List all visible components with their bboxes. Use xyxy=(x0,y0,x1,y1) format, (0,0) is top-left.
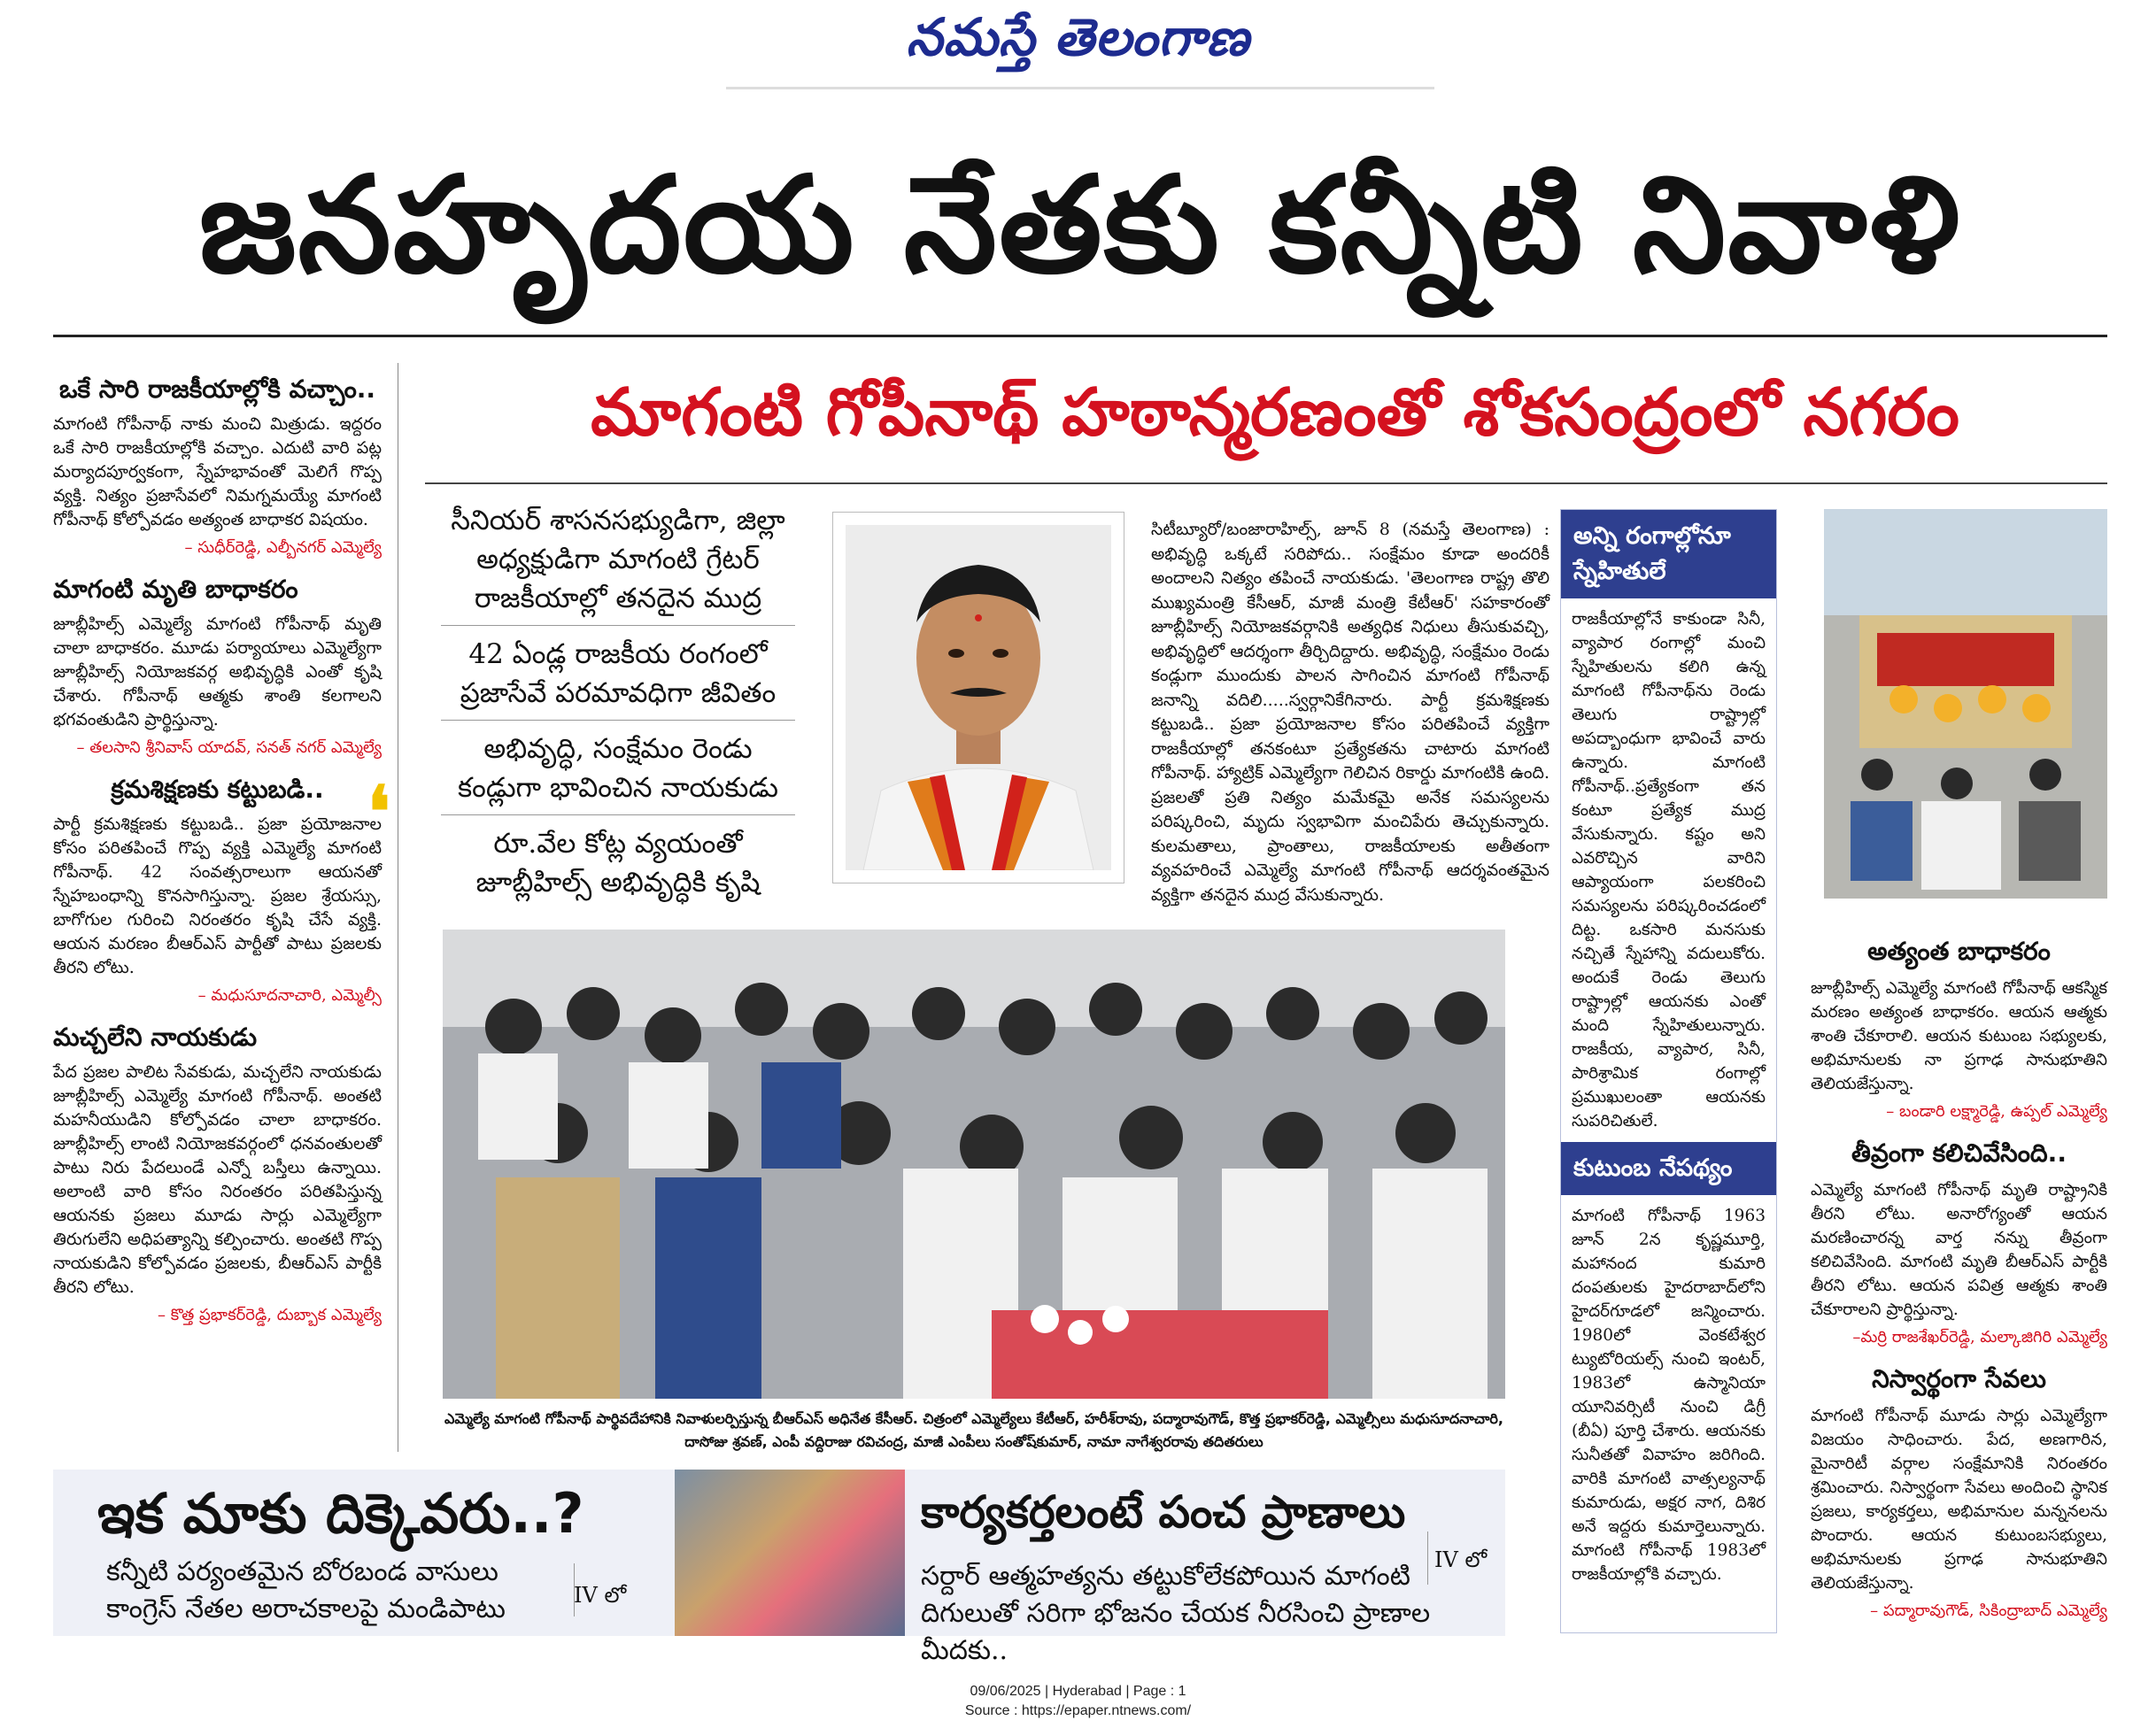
article-signature: – బండారి లక్ష్మారెడ్డి, ఉప్పల్ ఎమ్మెల్యే xyxy=(1886,1102,2107,1121)
article-heading: అత్యంత బాధాకరం xyxy=(1867,937,2051,966)
left-article-1 xyxy=(53,372,382,559)
article-heading: తీవ్రంగా కలిచివేసింది.. xyxy=(1851,1138,2067,1168)
article-signature: –మర్రి రాజశేఖర్‌రెడ్డి, మల్కాజిగిరి ఎమ్మెల్యే xyxy=(1852,1328,2107,1346)
article-signature: – కొత్త ప్రభాకర్‌రెడ్డి, దుబ్బాక ఎమ్మెల్యే xyxy=(158,1306,382,1324)
box-body: రాజకీయాల్లోనే కాకుండా సినీ, వ్యాపార రంగాల్లో మంచి స్నేహితులను కలిగి ఉన్న మాగంటి గోపీనాథ్‌ను రెండు తెలుగు రాష్ట్రాల్లో అపద్బాంధుగా భావించే వారు ఉన్నారు. మాగంటి గోపీనాథ్..ప్రత్యేకంగా తన కంటూ ప్రత్యేక ముద్ర వేసుకున్నారు. కష్టం అని ఎవరొచ్చిన వారిని ఆప్యాయంగా పలకరించి సమస్యలను పరిష్కరించడంలో దిట్ట. ఒకసారి మనసుకు నచ్చితే స్నేహాన్ని వదులుకోరు. అందుకే రెండు తెలుగు రాష్ట్రాల్లో ఆయనకు ఎంతో మంది స్నేహితులున్నారు. రాజకీయ, వ్యాపార, సినీ, పారిశ్రామిక రంగాల్లో ప్రముఖులంతా ఆయనకు సుపరిచితులే. xyxy=(1572,610,1766,1130)
portrait-illustration xyxy=(846,525,1111,870)
subheadline: మాగంటి గోపీనాథ్ హఠాన్మరణంతో శోకసంద్రంలో నగరం xyxy=(591,374,1959,451)
article-body: పేద ప్రజల పాలిట సేవకుడు, మచ్చలేని నాయకుడు జూబ్లీహిల్స్ ఎమ్మెల్యే మాగంటి గోపీనాథ్. అంతటి మహనీయుడిని కోల్పోవడం చాలా బాధాకరం. జూబ్లీహిల్స్ లాంటి నియోజకవర్గంలో ధనవంతులతో పాటు నిరు పేదలుండే ఎన్నో బస్తీలు ఉన్నాయి. అలాంటి వారి కోసం నిరంతరం పరితపిస్తున్న ఆయనకు ప్రజలు మూడు సార్లు ఎమ్మెల్యేగా తిరుగులేని అధిపత్యాన్ని కల్పించారు. అంతటి గొప్ప నాయకుడిని కోల్పోవడం ప్రజలకు, బీఆర్‌ఎస్ పార్టీకి తీరని లోటు. xyxy=(53,1062,382,1297)
article-body: ఎమ్మెల్యే మాగంటి గోపీనాథ్ మృతి రాష్ట్రానికి తీరని లోటు. అనారోగ్యంతో ఆయన మరణించారన్న వార్త నన్ను తీవ్రంగా కలిచివేసింది. మాగంటి మృతి బీఆర్‌ఎస్ పార్టీకి తీరని లోటు. ఆయన పవిత్ర ఆత్మకు శాంతి చేకూరాలని ప్రార్థిస్తున్నా. xyxy=(1811,1181,2107,1319)
article-signature: – సుధీర్‌రెడ్డి, ఎల్బీనగర్ ఎమ్మెల్యే xyxy=(184,538,382,557)
article-body: పార్టీ క్రమశిక్షణకు కట్టుబడి.. ప్రజా ప్రయోజనాల కోసం పరితపించే గొప్ప వ్యక్తి ఎమ్మెల్యే మాగంటి గోపీనాథ్. 42 సంవత్సరాలుగా ఆయనతో స్నేహబంధాన్ని కొనసాగిస్తున్నా. ప్రజల శ్రేయస్సు, బాగోగుల గురించి నిరంతరం కృషి చేసే వ్యక్తి. ఆయన మరణం బీఆర్‌ఎస్ పార్టీతో పాటు ప్రజలకు తీరని లోటు. xyxy=(53,814,382,977)
teaser-divider xyxy=(1427,1532,1428,1585)
teaser-subtitle: కన్నీటి పర్యంతమైన బోరబండ వాసులు కాంగ్రెస్ నేతల అరాచకాలపై మండిపాటు xyxy=(106,1556,506,1624)
masthead-logo: నమస్తే తెలంగాణ xyxy=(906,7,1250,67)
portrait-frame xyxy=(832,512,1124,883)
page-footer xyxy=(0,1682,2156,1721)
portrait-photo xyxy=(846,525,1111,870)
procession-illustration xyxy=(1824,509,2107,899)
teaser-page-ref[interactable]: IV లో xyxy=(574,1583,627,1608)
right-article-3 xyxy=(1811,1362,2107,1623)
highlight-item: అభివృద్ధి, సంక్షేమం రెండు కండ్లుగా భావించిన నాయకుడు xyxy=(441,724,795,815)
main-photo xyxy=(443,930,1505,1399)
article-heading: నిస్వార్థంగా సేవలు xyxy=(1872,1364,2046,1393)
left-article-2 xyxy=(53,572,382,760)
article-signature: – మధుసూదనాచారి, ఎమ్మెల్సీ xyxy=(197,986,382,1005)
subheadline-rule xyxy=(425,482,2107,484)
box-body: మాగంటి గోపీనాథ్ 1963 జూన్ 2న కృష్ణమూర్తి, మహానంద కుమారి దంపతులకు హైదరాబాద్‌లోని హైదర్‌గూడలో జన్మించారు. 1980లో వెంకటేశ్వర ట్యుటోరియల్స్ నుంచి ఇంటర్, 1983లో ఉస్మానియా యూనివర్సిటీ నుంచి డిగ్రీ (బీఏ) పూర్తి చేశారు. ఆయనకు సునీతతో వివాహం జరిగింది. వారికి మాగంటి వాత్సల్యనాథ్ కుమారుడు, అక్షర నాగ, దిశిర అనే ఇద్దరు కుమార్తెలున్నారు. మాగంటి గోపీనాథ్ 1983లో రాజకీయాల్లోకి వచ్చారు. xyxy=(1572,1207,1766,1584)
footer-source-link[interactable]: Source : https://epaper.ntnews.com/ xyxy=(964,1703,1192,1718)
teaser-page-ref[interactable]: IV లో xyxy=(1434,1547,1488,1572)
masthead-divider xyxy=(726,87,1434,89)
right-article-2 xyxy=(1811,1136,2107,1349)
procession-photo xyxy=(1824,509,2107,899)
highlight-item: సీనియర్ శాసనసభ్యుడిగా, జిల్లా అధ్యక్షుడిగా మాగంటి గ్రేటర్ రాజకీయాల్లో తనదైన ముద్ర xyxy=(441,496,795,626)
right-column xyxy=(1811,925,2107,1635)
headline: జనహృదయ నేతకు కన్నీటి నివాళి xyxy=(198,149,1962,303)
article-heading: ఒకే సారి రాజకీయాల్లోకి వచ్చాం.. xyxy=(58,374,376,404)
article-body: జూబ్లీహిల్స్ ఎమ్మెల్యే మాగంటి గోపీనాథ్ ఆకస్మిక మరణం అత్యంత బాధాకరం. ఆయన ఆత్మకు శాంతి చేకూరాలి. ఆయన కుటుంబ సభ్యులకు, అభిమానులకు నా ప్రగాఢ సానుభూతిని తెలియజేస్తున్నా. xyxy=(1811,979,2107,1093)
box-heading: కుటుంబ నేపథ్యం xyxy=(1561,1142,1776,1195)
article-signature: – పద్మారావుగౌడ్, సికింద్రాబాద్ ఎమ్మెల్యే xyxy=(1870,1601,2107,1620)
teaser-title[interactable]: ఇక మాకు దిక్కెవరు..? xyxy=(97,1481,584,1546)
teaser-subtitle: సర్దార్ ఆత్మహత్యను తట్టుకోలేకపోయిన మాగంటి దిగులుతో సరిగా భోజనం చేయక నీరసించి ప్రాణాల మీదకు.. xyxy=(921,1561,1431,1666)
article-heading: క్రమశిక్షణకు కట్టుబడి.. xyxy=(111,775,324,804)
article-body: జూబ్లీహిల్స్ ఎమ్మెల్యే మాగంటి గోపీనాథ్ మృతి చాలా బాధాకరం. మూడు పర్యాయాలు ఎమ్మెల్యేగా జూబ్లీహిల్స్ నియోజకవర్గ అభివృద్ధికి ఎంతో కృషి చేశారు. గోపీనాథ్ ఆత్మకు శాంతి కలగాలని భగవంతుడిని ప్రార్థిస్తున్నా. xyxy=(53,614,382,729)
headline-rule xyxy=(53,335,2107,337)
teaser-title[interactable]: కార్యకర్తలంటే పంచ ప్రాణాలు xyxy=(921,1486,1406,1538)
article-body: మాగంటి గోపీనాథ్ నాకు మంచి మిత్రుడు. ఇద్దరం ఒకే సారి రాజకీయాల్లోకి వచ్చాం. ఎదుటి వారి పట్ల మర్యాదపూర్వకంగా, స్నేహభావంతో మెలిగే గొప్ప వ్యక్తి. నిత్యం ప్రజాసేవలో నిమగ్నమయ్యే మాగంటి గోపీనాథ్ కోల్పోవడం అత్యంత బాధాకర విషయం. xyxy=(53,414,382,529)
left-article-3 xyxy=(53,772,382,1007)
highlights-list xyxy=(441,496,795,913)
left-article-4 xyxy=(53,1020,382,1327)
box-heading: అన్ని రంగాల్లోనూ స్నేహితులే xyxy=(1561,510,1776,598)
article-heading: మచ్చలేని నాయకుడు xyxy=(53,1022,258,1052)
tribute-photo-illustration xyxy=(443,930,1505,1399)
photo-caption: ఎమ్మెల్యే మాగంటి గోపీనాథ్ పార్థివదేహానికి నివాళులర్పిస్తున్న బీఆర్‌ఎస్ అధినేత కేసీఆర్. చిత్రంలో ఎమ్మెల్యేలు కేటీఆర్, హరీశ్‌రావు, పద్మారావుగౌడ్, కొత్త ప్రభాకర్‌రెడ్డి, ఎమ్మెల్సీలు మధుసూదనాచారి, దాసోజు శ్రవణ్, ఎంపీ వద్దిరాజు రవిచంద్ర, మాజీ ఎంపీలు సంతోష్‌కుమార్, నామా నాగేశ్వరరావు తదితరులు xyxy=(444,1410,1503,1450)
right-article-1 xyxy=(1811,934,2107,1123)
footer-date-line: 09/06/2025 | Hyderabad | Page : 1 xyxy=(970,1684,1186,1699)
main-article-body: సిటీబ్యూరో/బంజారాహిల్స్, జూన్ 8 (నమస్తే తెలంగాణ) : అభివృద్ధి ఒక్కటే సరిపోదు.. సంక్షేమం కూడా అందరికీ అందాలని నిత్యం తపించే నాయకుడు. 'తెలంగాణ రాష్ట్ర తొలి ముఖ్యమంత్రి కేసీఆర్, మాజీ మంత్రి కేటీఆర్' సహకారంతో జూబ్లీహిల్స్ నియోజకవర్గానికి అత్యధిక నిధులు తీసుకువచ్చి, అభివృద్ధిలో ఆదర్శంగా తీర్చిదిద్దారు. అభివృద్ధి, సంక్షేమం రెండు కండ్లుగా ముందుకు పాలన సాగించిన మాగంటి గోపీనాథ్ జనాన్ని వదిలి.....స్వర్గానికేగినారు. పార్టీ క్రమశిక్షణకు కట్టుబడి.. ప్రజా ప్రయోజనాల కోసం పరితపించే వ్యక్తిగా రాజకీయాల్లో తనకంటూ ప్రత్యేకతను చాటారు మాగంటి గోపీనాథ్. హ్యాట్రిక్ ఎమ్మెల్యేగా గెలిచిన రికార్డు మాగంటికి ఉంది. ప్రజలతో ప్రతి నిత్యం మమేకమై అనేక సమస్యలను పరిష్కరించి, మృదు స్వభావిగా మంచిపేరు తెచ్చుకున్నారు. కులమతాలు, ప్రాంతాలు, రాజకీయాలకు అతీతంగా వ్యవహరించే ఎమ్మెల్యే మాగంటి గోపీనాథ్ ఆదర్శవంతమైన వ్యక్తిగా తనదైన ముద్ర వేసుకున్నారు. xyxy=(1151,520,1549,905)
article-heading: మాగంటి మృతి బాధాకరం xyxy=(53,575,298,604)
left-column xyxy=(53,363,398,1452)
highlight-item: రూ.వేల కోట్ల వ్యయంతో జూబ్లీహిల్స్ అభివృద్ధికి కృషి xyxy=(475,828,761,899)
article-body: మాగంటి గోపీనాథ్ మూడు సార్లు ఎమ్మెల్యేగా విజయం సాధించారు. పేద, అణగారిన, మైనారిటీ వర్గాల సంక్షేమానికి నిరంతరం శ్రమించారు. నిస్వార్థంగా సేవలు అందించి స్థానిక ప్రజలు, కార్యకర్తలు, అభిమానుల మన్ననలను పొందారు. ఆయన కుటుంబసభ్యులు, అభిమానులకు ప్రగాఢ సానుభూతిని తెలియజేస్తున్నా. xyxy=(1811,1407,2107,1593)
sidebar-box xyxy=(1560,509,1777,1633)
highlight-item: 42 ఏండ్ల రాజకీయ రంగంలో ప్రజాసేవే పరమావధిగా జీవితం xyxy=(441,629,795,721)
quote-mark-icon: ❛ xyxy=(367,770,390,853)
teaser-photo xyxy=(675,1470,905,1636)
article-signature: – తలసాని శ్రీనివాస్ యాదవ్, సనత్ నగర్ ఎమ్మెల్యే xyxy=(76,738,382,757)
